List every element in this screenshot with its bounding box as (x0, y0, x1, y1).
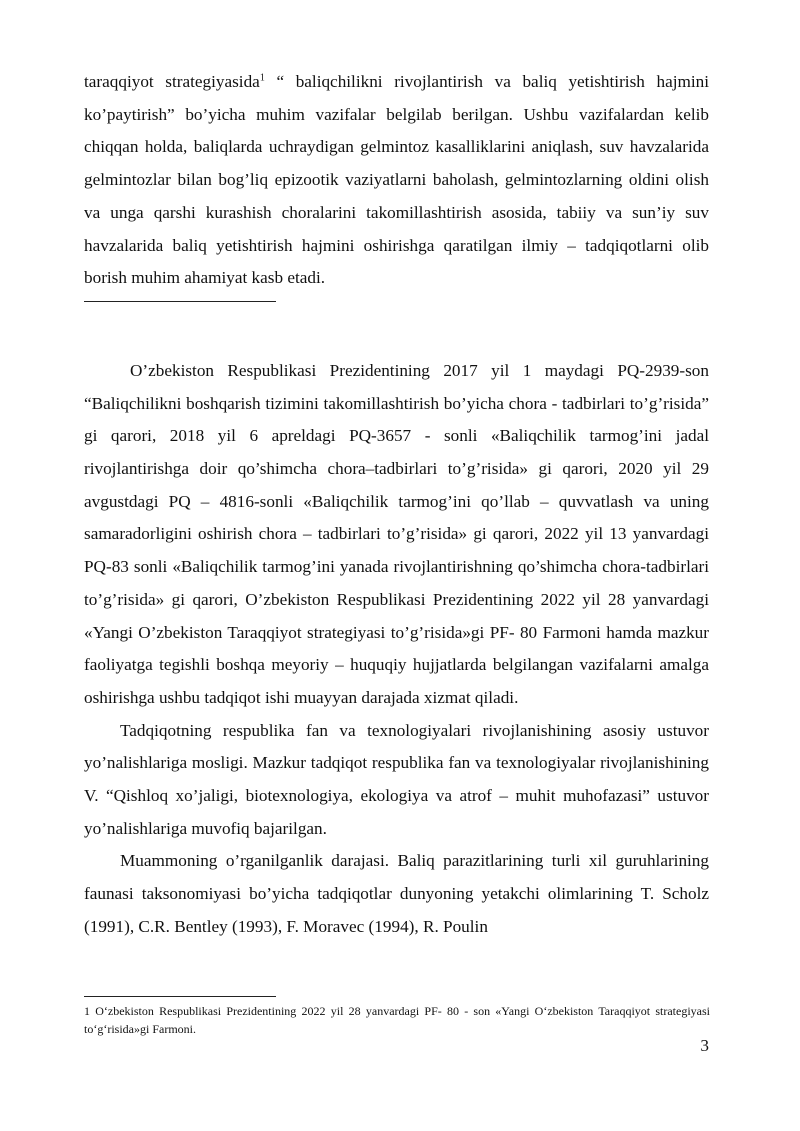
footnote (84, 1002, 710, 1038)
paragraph-strategy-rest: “ baliqchilikni rivojlantirish va baliq yetishtirish hajmini ko’paytirish” bo’yicha muhim vazifalar belgilab berilgan. Ushbu vazifalardan kelib chiqqan holda, baliqlarda uchraydigan gelmintoz kasalliklarini aniqlash, suv havzalarida gelmintozlar bilan bog’liq epizootik vaziyatlarni baholash, gelmintozlarning oldini olish va unga qarshi kurashish choralarini takomillashtirish asosida, tabiiy va sun’iy suv havzalarida baliq yetishtirish hajmini oshirishga qaratilgan ilmiy – tadqiqotlarni olib borish muhim ahamiyat kasb etadi. (84, 72, 709, 288)
paragraph-relevance: Tadqiqotning respublika fan va texnologiyalari rivojlanishining asosiy ustuvor yo’nalishlariga mosligi. Mazkur tadqiqot respublika fan va texnologiyalar rivojlanishining V. “Qishloq xo’jaligi, biotexnologiya, ekologiya va atrof – muhit muhofazasi” ustuvor yo’nalishlariga muvofiq bajarilgan. (84, 720, 709, 838)
paragraph-research-degree: Muammoning o’rganilganlik darajasi. Baliq parazitlarining turli xil guruhlarining faunasi taksonomiyasi bo’yicha tadqiqotlar dunyoning yetakchi olimlarining T. Scholz (1991), C.R. Bentley (1993), F. Moravec (1994), R. Poulin (84, 851, 709, 936)
document-page (84, 66, 709, 944)
paragraph-strategy (84, 66, 709, 295)
paragraph-strategy-start: taraqqiyot strategiyasida (84, 72, 260, 91)
footnote-reference: 1 (259, 72, 265, 84)
footnote-text: O‘zbekiston Respublikasi Prezidentining 2022 yil 28 yanvardagi PF- 80 - son «Yangi O‘zbekiston Taraqqiyot strategiyasi to‘g‘risida»gi Farmoni. (84, 1004, 710, 1036)
footnote-separator (84, 996, 276, 997)
footnote-number: 1 (84, 1004, 90, 1018)
page-number: 3 (700, 1036, 709, 1055)
blank-space (84, 302, 709, 355)
paragraph-legal-acts: O’zbekiston Respublikasi Prezidentining 2017 yil 1 maydagi PQ-2939-son “Baliqchilikni boshqarish tizimini takomillashtirish bo’yicha chora - tadbirlari to’g’risida” gi qarori, 2018 yil 6 apreldagi PQ-3657 - sonli «Baliqchilik tarmog’ini jadal rivojlantirishga doir qo’shimcha chora–tadbirlari to’g’risida» gi qarori, 2020 yil 29 avgustdagi PQ – 4816-sonli «Baliqchilik tarmog’ini qo’llab – quvvatlash va uning samaradorligini oshirish chora – tadbirlari to’g’risida» gi qarori, 2022 yil 13 yanvardagi PQ-83 sonli «Baliqchilik tarmog’ini yanada rivojlantirishning qo’shimcha chora-tadbirlari to’g’risida» gi qarori, O’zbekiston Respublikasi Prezidentining 2022 yil 28 yanvardagi «Yangi O’zbekiston Taraqqiyot strategiyasi to’g’risida»gi PF- 80 Farmoni hamda mazkur faoliyatga tegishli boshqa meyoriy – huquqiy hujjatlarda belgilangan vazifalarni amalga oshirishga ushbu tadqiqot ishi muayyan darajada xizmat qiladi. (84, 360, 709, 707)
